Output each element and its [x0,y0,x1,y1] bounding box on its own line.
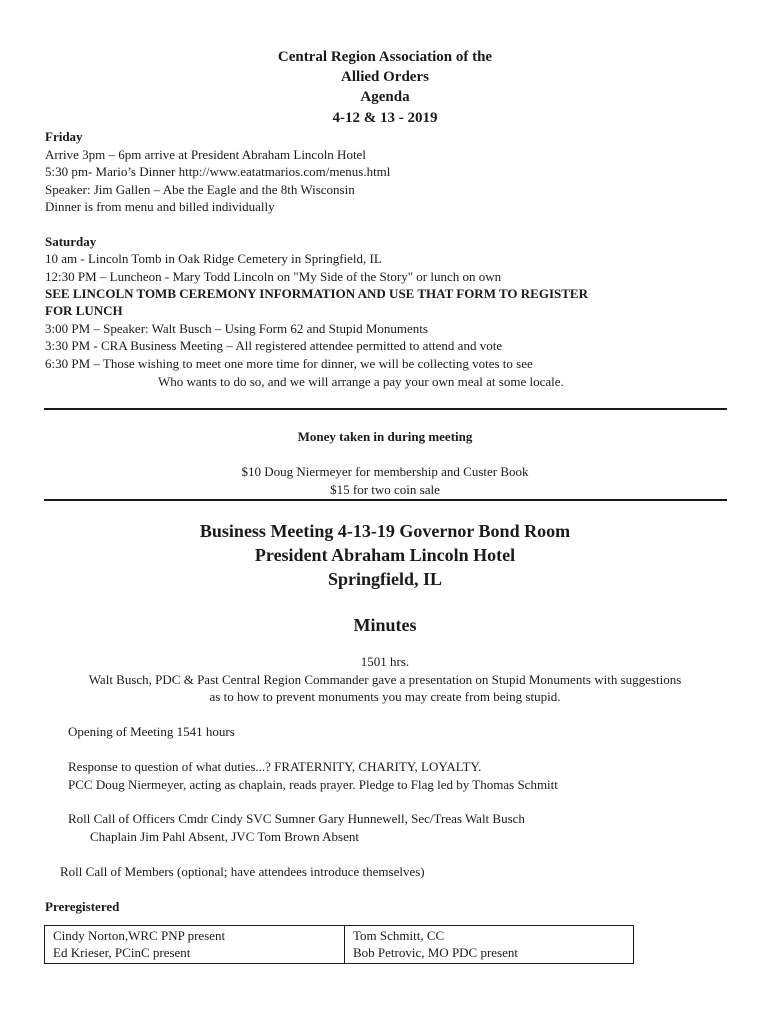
table-cell [45,926,345,964]
doc-title-line-3: Agenda [360,89,410,105]
roll-officers-line: Chaplain Jim Pahl Absent, JVC Tom Brown Absent [90,829,359,844]
money-line: $10 Doug Niermeyer for membership and Custer Book [241,464,529,479]
table-row [45,926,634,964]
money-heading: Money taken in during meeting [297,429,473,444]
minutes-heading: Minutes [353,615,417,635]
divider-top [44,408,727,410]
friday-heading: Friday [45,129,83,144]
minutes-time: 1501 hrs. [360,654,410,669]
preregistered-table [44,925,634,964]
attendee-name: Cindy Norton,WRC PNP present [53,928,226,943]
business-title-line-1: Business Meeting 4-13-19 Governor Bond Room [199,521,571,541]
presentation-line: as to how to prevent monuments you may create from being stupid. [209,689,561,704]
roll-members-line: Roll Call of Members (optional; have attendees introduce themselves) [60,864,425,879]
saturday-heading: Saturday [45,234,97,249]
roll-officers-line: Roll Call of Officers Cmdr Cindy SVC Sumner Gary Hunnewell, Sec/Treas Walt Busch [68,811,525,826]
response-line: Response to question of what duties...? FRATERNITY, CHARITY, LOYALTY. [68,759,482,774]
saturday-continuation: Who wants to do so, and we will arrange a pay your own meal at some locale. [158,374,564,389]
money-line: $15 for two coin sale [330,482,440,497]
preregistered-heading: Preregistered [45,899,120,914]
doc-title-dates: 4-12 & 13 - 2019 [332,110,438,126]
friday-line: Arrive 3pm – 6pm arrive at President Abraham Lincoln Hotel [45,147,366,162]
response-line: PCC Doug Niermeyer, acting as chaplain, reads prayer. Pledge to Flag led by Thomas Schmitt [68,777,558,792]
saturday-line: 6:30 PM – Those wishing to meet one more time for dinner, we will be collecting votes to see [45,356,533,371]
business-title-line-3: Springfield, IL [327,569,443,589]
saturday-line: 3:00 PM – Speaker: Walt Busch – Using Form 62 and Stupid Monuments [45,321,428,336]
saturday-line: 12:30 PM – Luncheon - Mary Todd Lincoln on "My Side of the Story" or lunch on own [45,269,502,284]
friday-line: 5:30 pm- Mario’s Dinner http://www.eatatmarios.com/menus.html [45,164,391,179]
attendee-name: Tom Schmitt, CC [353,928,445,943]
presentation-line: Walt Busch, PDC & Past Central Region Commander gave a presentation on Stupid Monuments with suggestions [88,672,682,687]
attendee-name: Ed Krieser, PCinC present [53,945,191,960]
business-title-line-2: President Abraham Lincoln Hotel [254,545,516,565]
attendee-name: Bob Petrovic, MO PDC present [353,945,519,960]
opening-line: Opening of Meeting 1541 hours [68,724,235,739]
divider-bottom [44,499,727,501]
saturday-line: 3:30 PM - CRA Business Meeting – All registered attendee permitted to attend and vote [45,338,503,353]
friday-line: Speaker: Jim Gallen – Abe the Eagle and the 8th Wisconsin [45,182,355,197]
table-cell [345,926,634,964]
lunch-notice: FOR LUNCH [45,303,123,318]
lunch-notice: SEE LINCOLN TOMB CEREMONY INFORMATION AND USE THAT FORM TO REGISTER [45,286,588,301]
saturday-line: 10 am - Lincoln Tomb in Oak Ridge Cemetery in Springfield, IL [45,251,382,266]
friday-line: Dinner is from menu and billed individually [45,199,275,214]
doc-title-line-2: Allied Orders [341,69,429,85]
doc-title-line-1: Central Region Association of the [277,49,493,65]
